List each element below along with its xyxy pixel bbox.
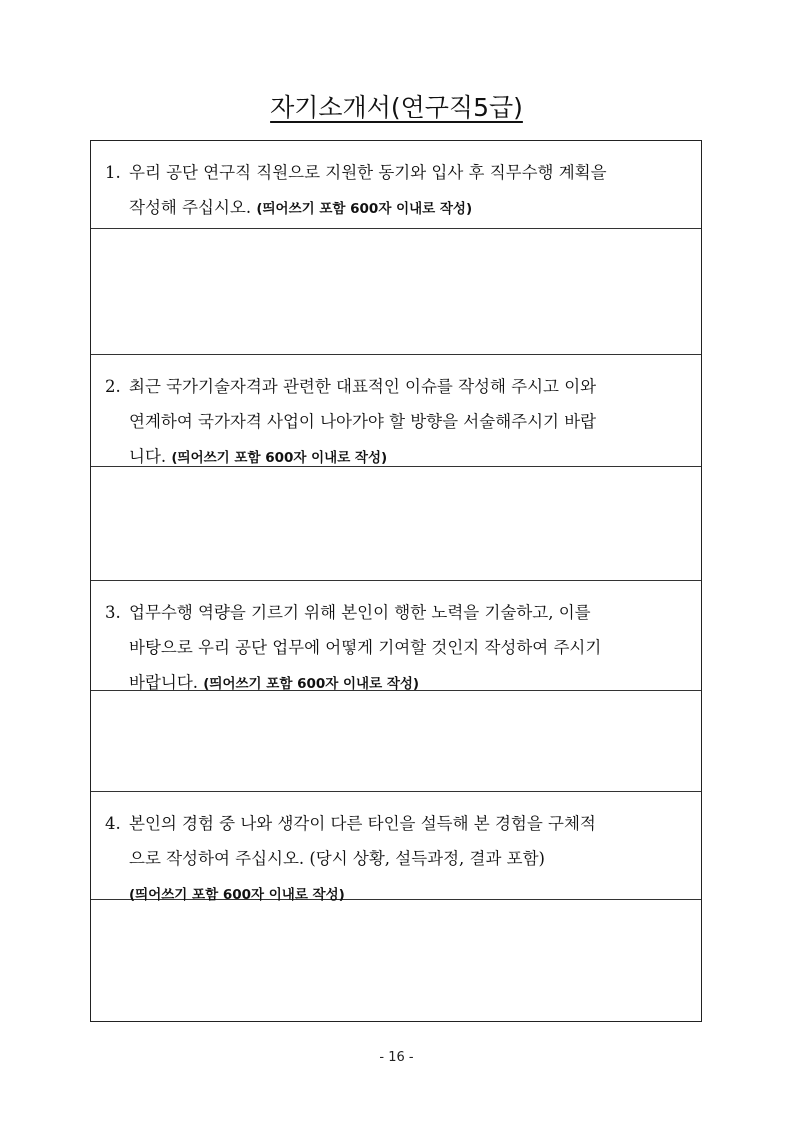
question-line: 작성해 주십시오. xyxy=(129,198,252,217)
question-line: 최근 국가기술자격과 관련한 대표적인 이슈를 작성해 주시고 이와 xyxy=(129,377,597,396)
length-note: (띄어쓰기 포함 600자 이내로 작성) xyxy=(203,676,420,692)
question-number: 2. xyxy=(105,377,121,396)
answer-4-field[interactable] xyxy=(91,900,701,1021)
question-4-row xyxy=(91,792,701,903)
question-2-text xyxy=(105,369,687,476)
question-line: 본인의 경험 중 나와 생각이 다른 타인을 설득해 본 경험을 구체적 xyxy=(129,814,596,833)
self-introduction-form xyxy=(90,140,702,1022)
question-number: 1. xyxy=(105,163,121,182)
question-line: 바랍니다. xyxy=(129,673,199,692)
question-number: 4. xyxy=(105,814,121,833)
question-1-row xyxy=(91,141,701,229)
question-1-text xyxy=(105,155,687,227)
question-line: 니다. xyxy=(129,447,167,466)
question-line: 우리 공단 연구직 직원으로 지원한 동기와 입사 후 직무수행 계획을 xyxy=(129,163,607,182)
page-number: - 16 - xyxy=(379,1050,414,1065)
question-line: 업무수행 역량을 기르기 위해 본인이 행한 노력을 기술하고, 이를 xyxy=(129,603,591,622)
page-title: 자기소개서(연구직5급) xyxy=(270,93,523,122)
answer-2-field[interactable] xyxy=(91,467,701,581)
question-line: 으로 작성하여 주십시오. (당시 상황, 설득과정, 결과 포함) xyxy=(129,849,545,868)
length-note: (띄어쓰기 포함 600자 이내로 작성) xyxy=(171,450,388,466)
question-2-row xyxy=(91,355,701,467)
question-3-text xyxy=(105,595,687,702)
question-line: 바탕으로 우리 공단 업무에 어떻게 기여할 것인지 작성하여 주시기 xyxy=(129,638,602,657)
question-line: 연계하여 국가자격 사업이 나아가야 할 방향을 서술해주시기 바랍 xyxy=(129,412,597,431)
length-note: (띄어쓰기 포함 600자 이내로 작성) xyxy=(129,887,345,903)
answer-1-field[interactable] xyxy=(91,229,701,355)
question-4-text xyxy=(105,806,687,913)
question-3-row xyxy=(91,581,701,691)
answer-3-field[interactable] xyxy=(91,691,701,792)
length-note: (띄어쓰기 포함 600자 이내로 작성) xyxy=(256,201,473,217)
question-number: 3. xyxy=(105,603,121,622)
